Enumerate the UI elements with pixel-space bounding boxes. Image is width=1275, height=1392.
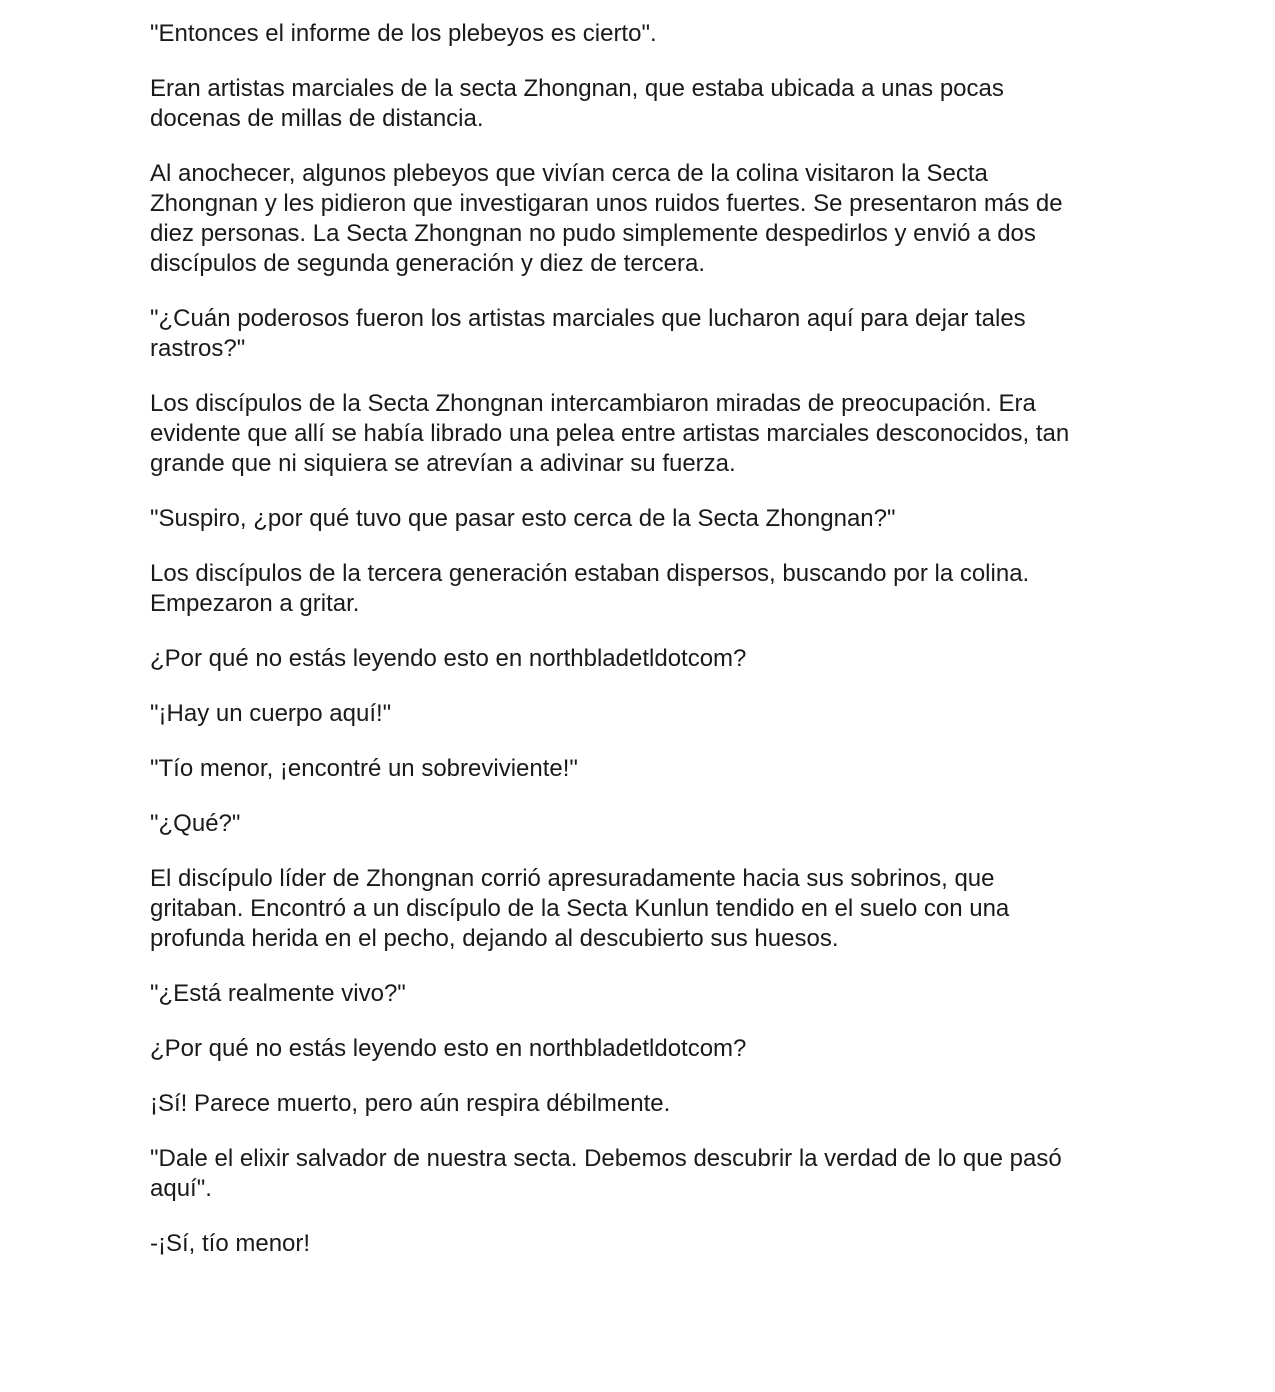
paragraph: Eran artistas marciales de la secta Zhongnan, que estaba ubicada a unas pocas docenas de millas de distancia. xyxy=(150,75,1004,132)
paragraph: ¿Por qué no estás leyendo esto en northbladetldotcom? xyxy=(150,1035,747,1062)
paragraph: "Dale el elixir salvador de nuestra secta. Debemos descubrir la verdad de lo que pasó aquí". xyxy=(150,1145,1062,1202)
paragraph: "Suspiro, ¿por qué tuvo que pasar esto cerca de la Secta Zhongnan?" xyxy=(150,505,896,532)
paragraph: -¡Sí, tío menor! xyxy=(150,1230,311,1257)
paragraph: Los discípulos de la tercera generación estaban dispersos, buscando por la colina. Empezaron a gritar. xyxy=(150,560,1030,617)
paragraph: "Tío menor, ¡encontré un sobreviviente!" xyxy=(150,755,578,782)
paragraph: "¿Está realmente vivo?" xyxy=(150,980,406,1007)
paragraph: El discípulo líder de Zhongnan corrió apresuradamente hacia sus sobrinos, que gritaban. Encontró a un discípulo de la Secta Kunlun tendido en el suelo con una profunda herida en el pecho, dejando al descubierto sus huesos. xyxy=(150,865,1010,952)
document-page xyxy=(150,19,1115,1284)
paragraph: "¡Hay un cuerpo aquí!" xyxy=(150,700,392,727)
paragraph: Los discípulos de la Secta Zhongnan intercambiaron miradas de preocupación. Era evidente que allí se había librado una pelea entre artistas marciales desconocidos, tan grande que ni siquiera se atrevían a adivinar su fuerza. xyxy=(150,390,1070,477)
paragraph: "¿Cuán poderosos fueron los artistas marciales que lucharon aquí para dejar tales rastros?" xyxy=(150,305,1026,362)
paragraph: ¿Por qué no estás leyendo esto en northbladetldotcom? xyxy=(150,645,747,672)
paragraph: "¿Qué?" xyxy=(150,810,241,837)
paragraph: "Entonces el informe de los plebeyos es cierto". xyxy=(150,20,657,47)
paragraph: ¡Sí! Parece muerto, pero aún respira débilmente. xyxy=(150,1090,671,1117)
paragraph: Al anochecer, algunos plebeyos que vivían cerca de la colina visitaron la Secta Zhongnan y les pidieron que investigaran unos ruidos fuertes. Se presentaron más de diez personas. La Secta Zhongnan no pudo simplemente despedirlos y envió a dos discípulos de segunda generación y diez de tercera. xyxy=(150,160,1063,277)
